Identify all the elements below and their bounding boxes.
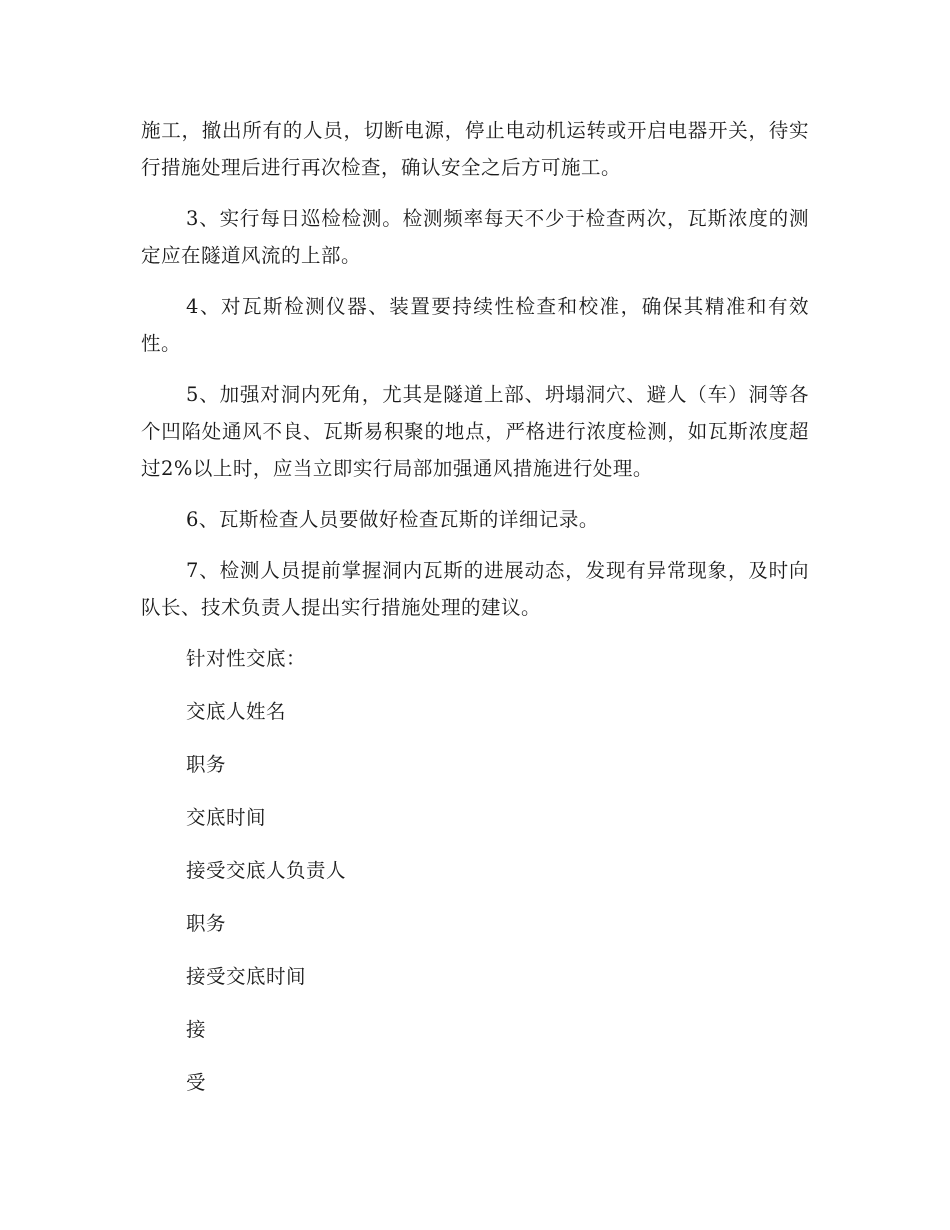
form-line-receiver-position: 职务 [186, 912, 227, 935]
paragraph-item-7: 7、检测人员提前掌握洞内瓦斯的进展动态，发现有异常现象，及时向队长、技术负责人提出实行措施处理的建议。 [141, 559, 809, 619]
paragraph-item-6: 6、瓦斯检查人员要做好检查瓦斯的详细记录。 [186, 508, 599, 531]
form-line-vertical-char-1: 接 [186, 1018, 207, 1041]
paragraph-item-4: 4、对瓦斯检测仪器、装置要持续性检查和校准，确保其精准和有效性。 [141, 295, 809, 355]
paragraph-item-3: 3、实行每日巡检检测。检测频率每天不少于检查两次，瓦斯浓度的测定应在隧道风流的上部。 [141, 207, 809, 267]
paragraph-continuation: 施工，撤出所有的人员，切断电源，停止电动机运转或开启电器开关，待实行措施处理后进行再次检查，确认安全之后方可施工。 [141, 119, 809, 179]
form-line-receiver-lead: 接受交底人负责人 [186, 859, 347, 882]
form-line-discloser-position: 职务 [186, 753, 227, 776]
form-heading: 针对性交底： [186, 647, 307, 670]
form-line-vertical-char-2: 受 [186, 1071, 207, 1094]
form-line-receive-time: 接受交底时间 [186, 965, 307, 988]
form-line-disclosure-time: 交底时间 [186, 806, 267, 829]
paragraph-item-5: 5、加强对洞内死角，尤其是隧道上部、坍塌洞穴、避人（车）洞等各个凹陷处通风不良、瓦斯易积聚的地点，严格进行浓度检测，如瓦斯浓度超过2%以上时，应当立即实行局部加强通风措施进行处理。 [141, 383, 809, 480]
document-body [141, 112, 809, 1117]
form-line-discloser-name: 交底人姓名 [186, 700, 287, 723]
